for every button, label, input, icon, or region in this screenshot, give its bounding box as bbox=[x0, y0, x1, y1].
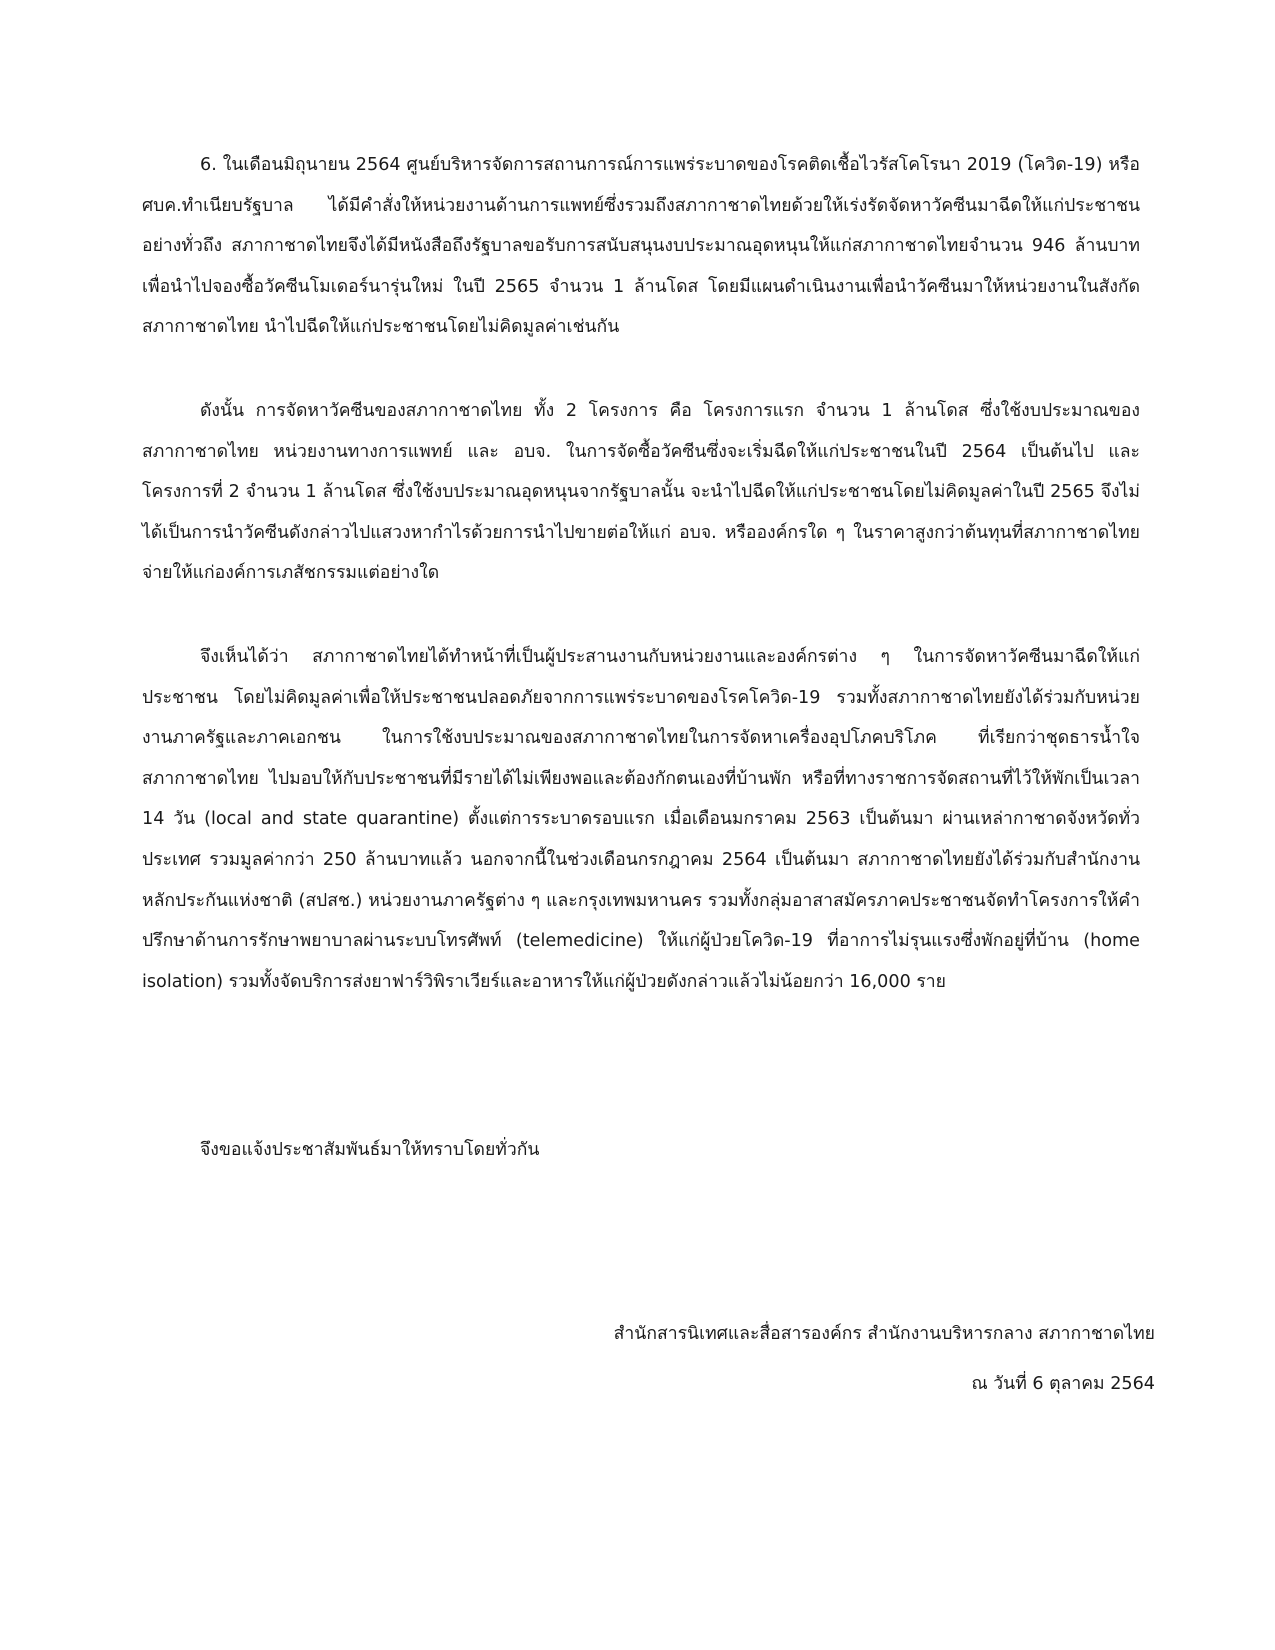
signature-date: ณ วันที่ 6 ตุลาคม 2564 bbox=[971, 1374, 1155, 1394]
paragraph-vaccine-procurement: 6. ในเดือนมิถุนายน 2564 ศูนย์บริหารจัดการสถานการณ์การแพร่ระบาดของโรคติดเชื้อไวรัสโคโรนา 2019 (โควิด-19) หรือศบค.ทำเนียบรัฐบาล ได้มีคำสั่งให้หน่วยงานด้านการแพทย์ซึ่งรวมถึงสภากาชาดไทยด้วยให้เร่งรัดจัดหาวัคซีนมาฉีดให้แก่ประชาชนอย่างทั่วถึง สภากาชาดไทยจึงได้มีหนังสือถึงรัฐบาลขอรับการสนับสนุนงบประมาณอุดหนุนให้แก่สภากาชาดไทยจำนวน 946 ล้านบาท เพื่อนำไปจองซื้อวัคซีนโมเดอร์นารุ่นใหม่ ในปี 2565 จำนวน 1 ล้านโดส โดยมีแผนดำเนินงานเพื่อนำวัคซีนมาให้หน่วยงานในสังกัดสภากาชาดไทย นำไปฉีดให้แก่ประชาชนโดยไม่คิดมูลค่าเช่นกัน bbox=[142, 155, 1140, 338]
paragraph-two-projects-summary: ดังนั้น การจัดหาวัคซีนของสภากาชาดไทย ทั้ง 2 โครงการ คือ โครงการแรก จำนวน 1 ล้านโดส ซึ่งใช้งบประมาณของสภากาชาดไทย หน่วยงานทางการแพทย์ และ อบจ. ในการจัดซื้อวัคซีนซึ่งจะเริ่มฉีดให้แก่ประชาชนในปี 2564 เป็นต้นไป และโครงการที่ 2 จำนวน 1 ล้านโดส ซึ่งใช้งบประมาณอุดหนุนจากรัฐบาลนั้น จะนำไปฉีดให้แก่ประชาชนโดยไม่คิดมูลค่าในปี 2565 จึงไม่ได้เป็นการนำวัคซีนดังกล่าวไปแสวงหากำไรด้วยการนำไปขายต่อให้แก่ อบจ. หรือองค์กรใด ๆ ในราคาสูงกว่าต้นทุนที่สภากาชาดไทยจ่ายให้แก่องค์การเภสัชกรรมแต่อย่างใด bbox=[142, 401, 1140, 584]
paragraph-closing-notice: จึงขอแจ้งประชาสัมพันธ์มาให้ทราบโดยทั่วกัน bbox=[200, 1140, 540, 1160]
signature-office: สำนักสารนิเทศและสื่อสารองค์กร สำนักงานบริหารกลาง สภากาชาดไทย bbox=[613, 1324, 1155, 1344]
paragraph-red-cross-activities: จึงเห็นได้ว่า สภากาชาดไทยได้ทำหน้าที่เป็นผู้ประสานงานกับหน่วยงานและองค์กรต่าง ๆ ในการจัดหาวัคซีนมาฉีดให้แก่ประชาชน โดยไม่คิดมูลค่าเพื่อให้ประชาชนปลอดภัยจากการแพร่ระบาดของโรคโควิด-19 รวมทั้งสภากาชาดไทยยังได้ร่วมกับหน่วยงานภาครัฐและภาคเอกชน ในการใช้งบประมาณของสภากาชาดไทยในการจัดหาเครื่องอุปโภคบริโภค ที่เรียกว่าชุดธารน้ำใจสภากาชาดไทย ไปมอบให้กับประชาชนที่มีรายได้ไม่เพียงพอและต้องกักตนเองที่บ้านพัก หรือที่ทางราชการจัดสถานที่ไว้ให้พักเป็นเวลา 14 วัน (local and state quarantine) ตั้งแต่การระบาดรอบแรก เมื่อเดือนมกราคม 2563 เป็นต้นมา ผ่านเหล่ากาชาดจังหวัดทั่วประเทศ รวมมูลค่ากว่า 250 ล้านบาทแล้ว นอกจากนี้ในช่วงเดือนกรกฎาคม 2564 เป็นต้นมา สภากาชาดไทยยังได้ร่วมกับสำนักงานหลักประกันแห่งชาติ (สปสช.) หน่วยงานภาครัฐต่าง ๆ และกรุงเทพมหานคร รวมทั้งกลุ่มอาสาสมัครภาคประชาชนจัดทำโครงการให้คำปรึกษาด้านการรักษาพยาบาลผ่านระบบโทรศัพท์ (telemedicine) ให้แก่ผู้ป่วยโควิด-19 ที่อาการไม่รุนแรงซึ่งพักอยู่ที่บ้าน (home isolation) รวมทั้งจัดบริการส่งยาฟาร์วิพิราเวียร์และอาหารให้แก่ผู้ป่วยดังกล่าวแล้วไม่น้อยกว่า 16,000 ราย bbox=[142, 647, 1140, 992]
